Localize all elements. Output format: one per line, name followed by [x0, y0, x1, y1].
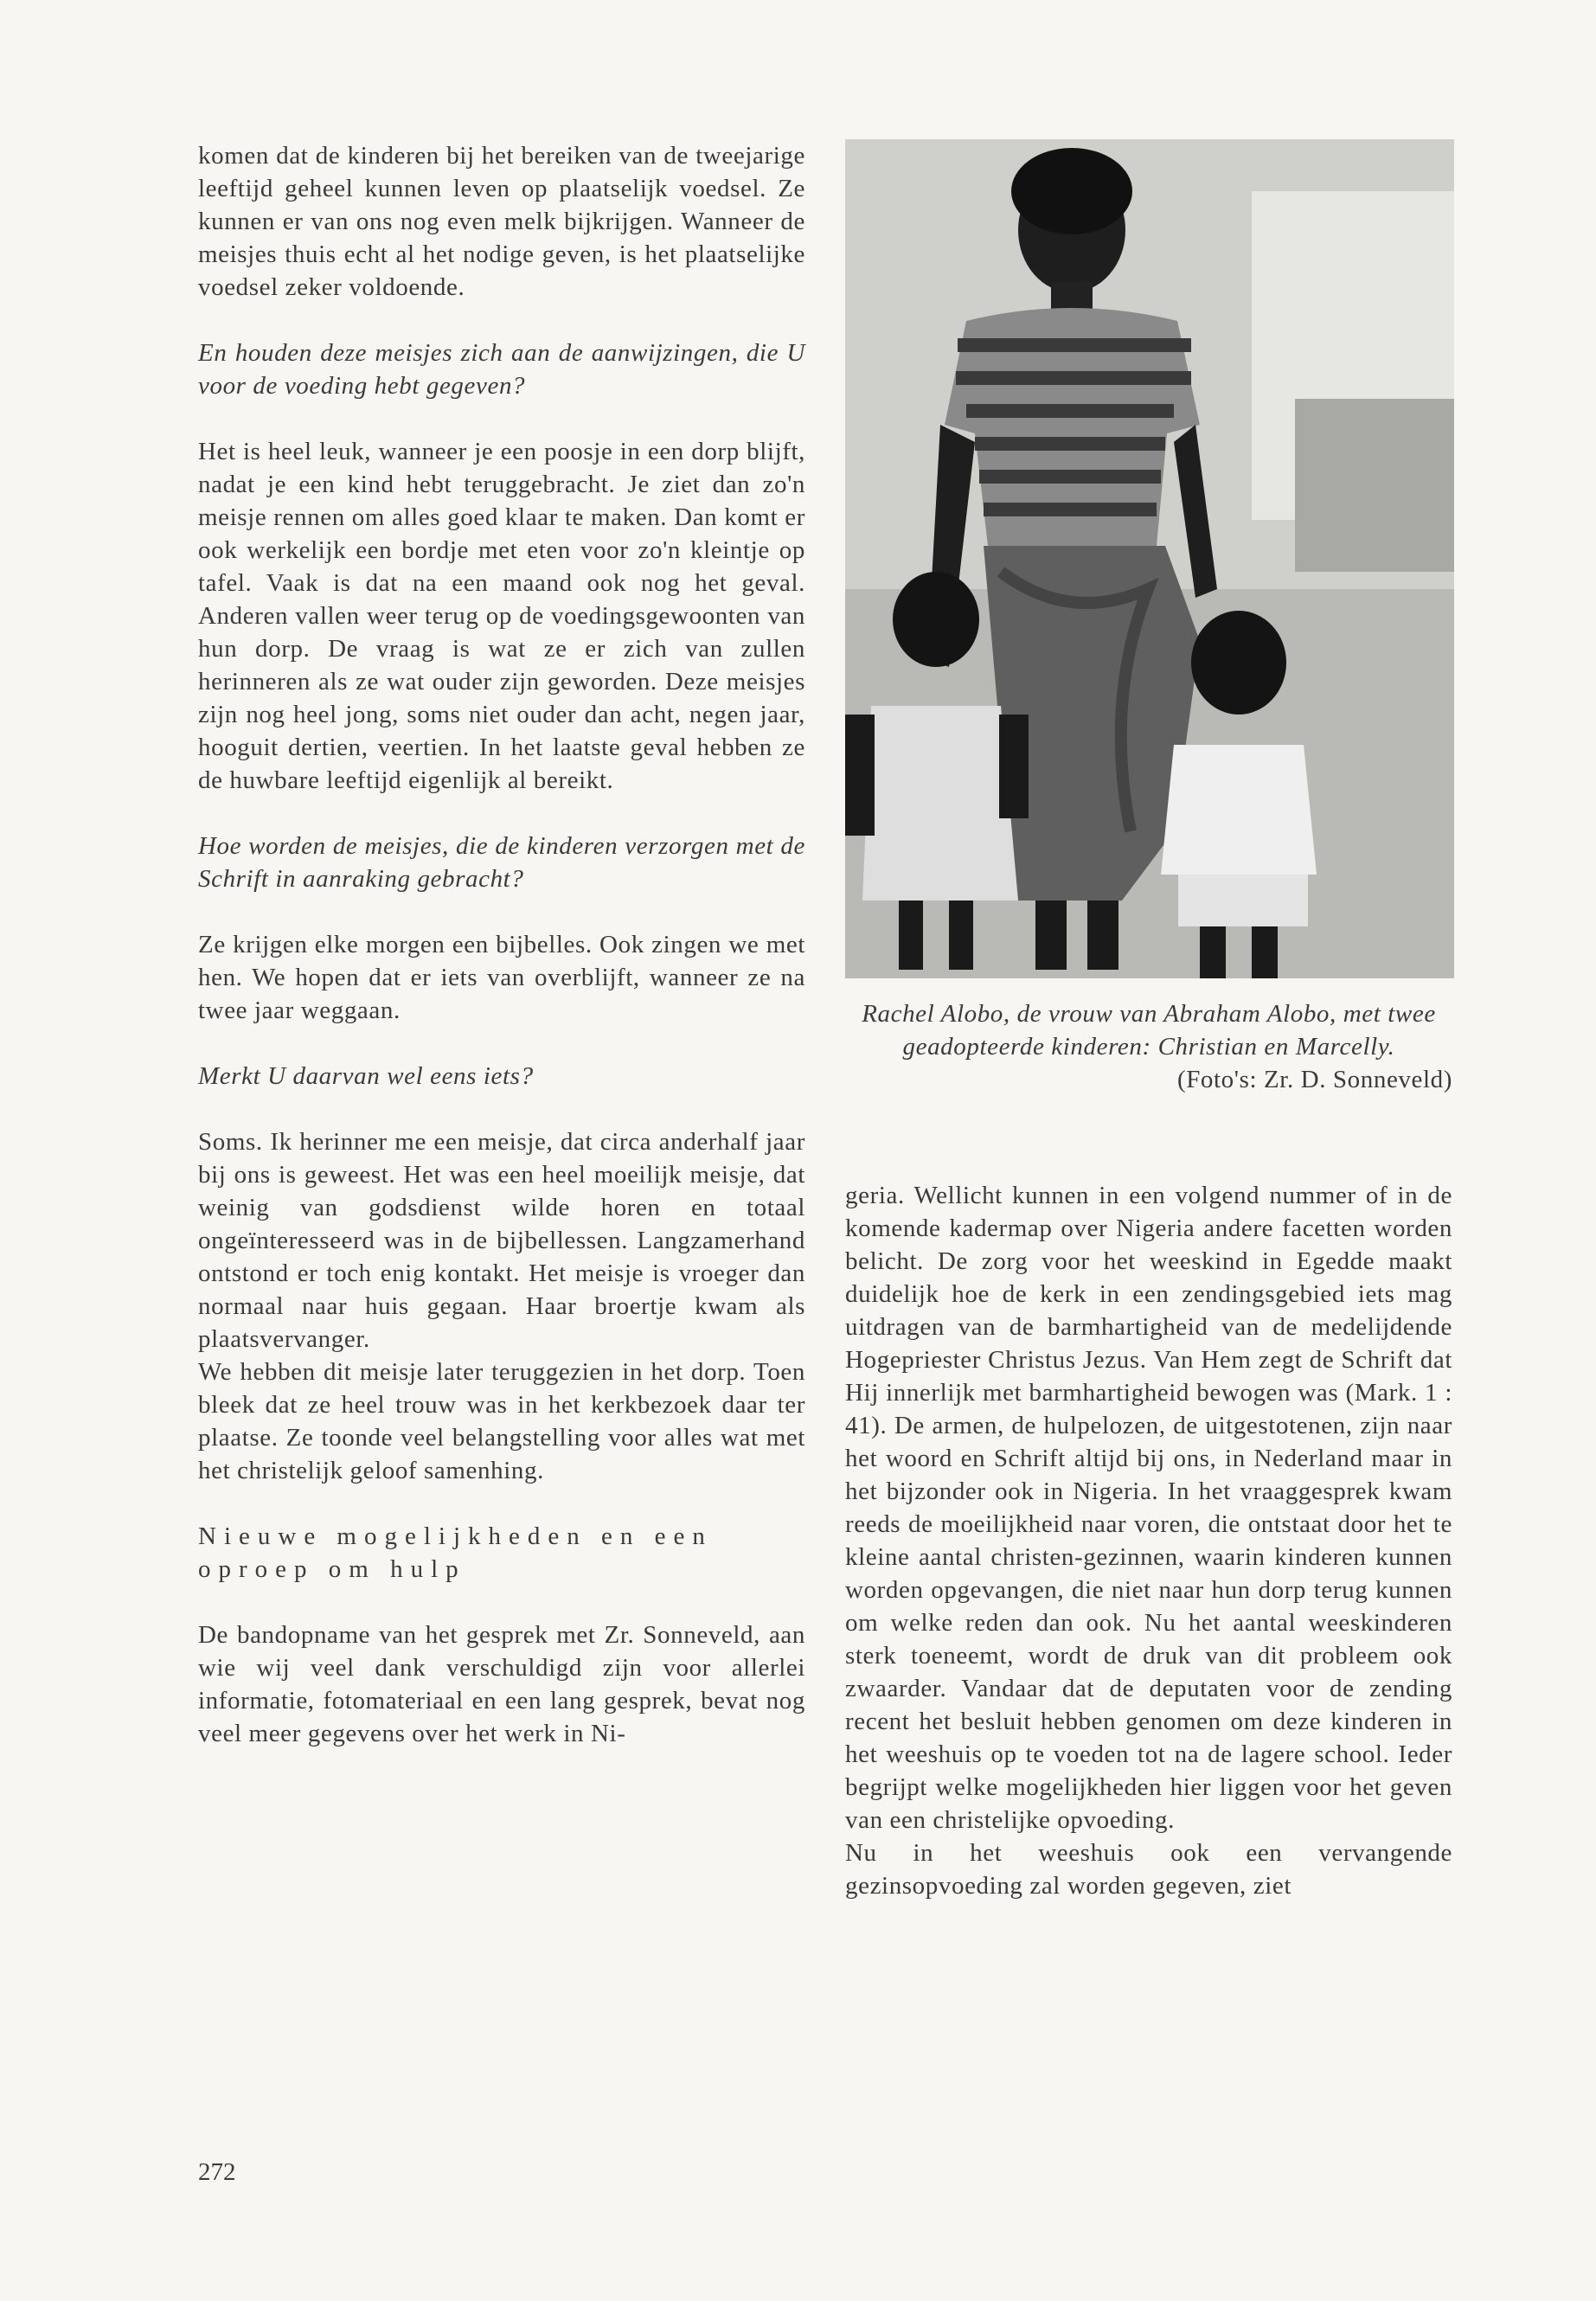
photo-credit: (Foto's: Zr. D. Sonneveld)	[1176, 1066, 1452, 1093]
photo-illustration	[845, 139, 1454, 978]
section-heading: Nieuwe mogelijkheden en een oproep om hulp	[198, 1522, 713, 1583]
photo-caption	[845, 997, 1452, 1096]
paragraph-gap	[198, 895, 805, 928]
caption-text: Rachel Alobo, de vrouw van Abraham Alobo, met twee geadopteerde kinderen: Christian en Marcelly.	[862, 1000, 1436, 1061]
paragraph-gap	[198, 1487, 805, 1520]
interview-question: Merkt U daarvan wel eens iets?	[198, 1062, 534, 1090]
paragraph-gap	[198, 402, 805, 435]
photo-rachel-alobo-with-children	[845, 139, 1454, 978]
body-paragraph: Nu in het weeshuis ook een vervangende gezinsopvoeding zal worden gegeven, ziet	[845, 1839, 1452, 1900]
body-paragraph: geria. Wellicht kunnen in een volgend nummer of in de komende kadermap over Nigeria andere facetten worden belicht. De zorg voor het weeskind in Egedde maakt duidelijk hoe de kerk in een zendingsgebied iets mag uitdragen van de barmhartigheid van de medelijdende Hogepriester Christus Jezus. Van Hem zegt de Schrift dat Hij innerlijk met barmhartigheid bewogen was (Mark. 1 : 41). De armen, de hulpelozen, de uitgestotenen, zijn naar het woord en Schrift altijd bij ons, in Nederland maar in het bijzonder ook in Nigeria. In het vraaggesprek kwam reeds de moeilijkheid naar voren, die ontstaat door het te kleine aantal christen-gezinnen, waarin kinderen kunnen worden opgevangen, die niet naar hun dorp terug kunnen om welke reden dan ook. Nu het aantal weeskinderen sterk toeneemt, wordt de druk van dit probleem ook zwaarder. Vandaar dat de deputaten voor de zending recent het besluit hebben genomen om deze kinderen in het weeshuis op te voeden tot na de lagere school. Ieder begrijpt welke mogelijkheden hier liggen voor het geven van een christelijke opvoeding.	[845, 1182, 1452, 1834]
interview-question: En houden deze meisjes zich aan de aanwijzingen, die U voor de voeding hebt gegeven?	[198, 339, 805, 400]
paragraph-gap	[198, 797, 805, 830]
paragraph-gap	[198, 1586, 805, 1618]
body-paragraph: We hebben dit meisje later teruggezien in het dorp. Toen bleek dat ze heel trouw was in het kerkbezoek daar ter plaatse. Ze toonde veel belangstelling voor alles wat met het christelijk geloof samenhing.	[198, 1358, 805, 1484]
paragraph-gap	[198, 304, 805, 336]
page-number: 272	[198, 2158, 236, 2186]
paragraph-gap	[198, 1027, 805, 1060]
right-column	[845, 1179, 1452, 1902]
left-column	[198, 139, 805, 1750]
paragraph-gap	[198, 1093, 805, 1125]
interview-question: Hoe worden de meisjes, die de kinderen verzorgen met de Schrift in aanraking gebracht?	[198, 832, 805, 893]
body-paragraph: Het is heel leuk, wanneer je een poosje in een dorp blijft, nadat je een kind hebt teruggebracht. Je ziet dan zo'n meisje rennen om alles goed klaar te maken. Dan komt er ook werkelijk een bordje met eten voor zo'n kleintje op tafel. Vaak is dat na een maand ook nog het geval. Anderen vallen weer terug op de voedingsgewoonten van hun dorp. De vraag is wat ze er zich van zullen herinneren als ze wat ouder zijn geworden. Deze meisjes zijn nog heel jong, soms niet ouder dan acht, negen jaar, hooguit dertien, veertien. In het laatste geval hebben ze de huwbare leeftijd eigenlijk al bereikt.	[198, 438, 805, 794]
body-paragraph: komen dat de kinderen bij het bereiken van de tweejarige leeftijd geheel kunnen leven op plaatselijk voedsel. Ze kunnen er van ons nog even melk bijkrijgen. Wanneer de meisjes thuis echt al het nodige geven, is het plaatselijke voedsel zeker voldoende.	[198, 142, 805, 301]
body-paragraph: Soms. Ik herinner me een meisje, dat circa anderhalf jaar bij ons is geweest. Het was een heel moeilijk meisje, dat weinig van godsdienst wilde horen en totaal ongeïnteresseerd was in de bijbellessen. Langzamerhand ontstond er toch enig kontakt. Het meisje is vroeger dan normaal naar huis gegaan. Haar broertje kwam als plaatsvervanger.	[198, 1128, 805, 1353]
body-paragraph: Ze krijgen elke morgen een bijbelles. Ook zingen we met hen. We hopen dat er iets van overblijft, wanneer ze na twee jaar weggaan.	[198, 931, 805, 1024]
body-paragraph: De bandopname van het gesprek met Zr. Sonneveld, aan wie wij veel dank verschuldigd zijn voor allerlei informatie, fotomateriaal en een lang gesprek, bevat nog veel meer gegevens over het werk in Ni-	[198, 1621, 805, 1747]
